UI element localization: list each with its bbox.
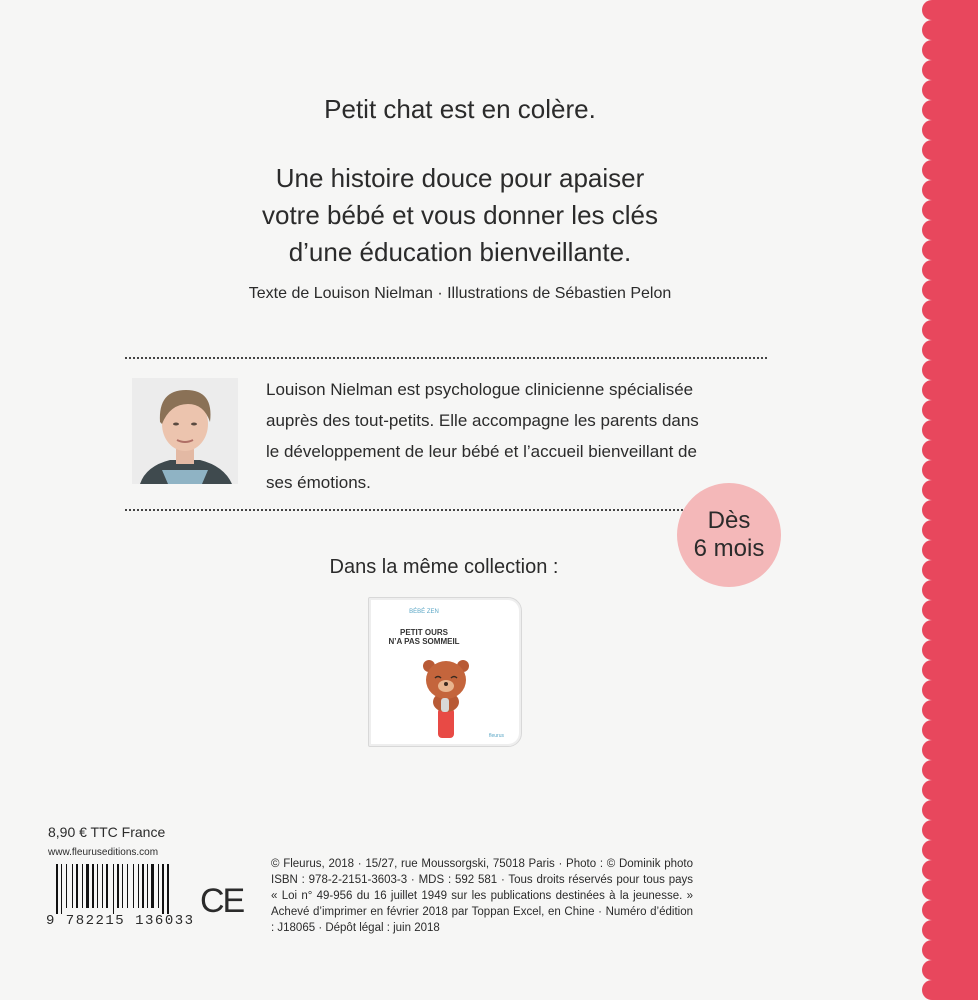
book-brand: BÉBÉ ZEN <box>409 609 439 615</box>
barcode-bar <box>138 864 139 908</box>
barcode-bar <box>122 864 123 908</box>
bio-line: Louison Nielman est psychologue clinicienne spécialisée <box>266 380 694 399</box>
book-publisher: fleurus <box>489 733 505 739</box>
barcode-bar <box>66 864 67 908</box>
blurb-line: d’une éducation bienveillante. <box>288 237 632 267</box>
barcode-bar <box>133 864 134 908</box>
credits: Texte de Louison Nielman · Illustrations de Sébastien Pelon <box>248 285 672 302</box>
age-badge-line1: Dès <box>707 507 751 534</box>
barcode-bar <box>147 864 148 908</box>
barcode-bar <box>97 864 98 908</box>
barcode-bar <box>86 864 89 908</box>
book-title-small <box>369 628 479 646</box>
barcode-bar <box>167 864 169 914</box>
barcode-bar <box>162 864 164 914</box>
barcode-digits: 9 782215 136033 <box>46 913 195 929</box>
barcode-bar <box>82 864 83 908</box>
legal-notice: © Fleurus, 2018 · 15/27, rue Moussorgski, 75018 Paris · Photo : © Dominik photo ISBN : 978-2-2151-3603-3 · MDS : 592 581 · Tous droits réservés pour tous pays « Loi n° 49-956 du 16 juillet 1949 sur les publications destinées à la jeunesse. » Achevé d’imprimer en février 2018 par Toppan Excel, en Chine · Numéro d’édition : J18065 · Dépôt légal : juin 2018 <box>271 858 693 934</box>
barcode-bar <box>142 864 144 908</box>
barcode-bar <box>106 864 108 908</box>
bear-illustration <box>421 658 471 740</box>
barcode-bar <box>61 864 62 914</box>
ce-mark: CE <box>200 882 244 920</box>
barcode-bar <box>72 864 73 908</box>
book-title-line: PETIT OURS <box>399 628 448 637</box>
barcode-bar <box>76 864 78 908</box>
book-title-line: N’A PAS SOMMEIL <box>388 637 460 646</box>
barcode-bar <box>56 864 58 914</box>
author-photo <box>132 378 238 484</box>
bio-line: auprès des tout-petits. Elle accompagne les parents dans <box>266 411 699 430</box>
bio-line: ses émotions. <box>266 473 371 492</box>
barcode-bar <box>158 864 159 908</box>
spine-fill <box>932 0 940 1000</box>
barcode-bar <box>117 864 119 908</box>
dotted-divider-top <box>125 357 767 359</box>
blurb-line: Une histoire douce pour apaiser <box>275 163 645 193</box>
website: www.fleuruseditions.com <box>48 847 159 858</box>
barcode-bar <box>92 864 94 908</box>
bio-line: le développement de leur bébé et l’accueil bienveillant de <box>266 442 697 461</box>
dotted-divider-bottom <box>125 509 767 511</box>
blurb <box>0 160 920 271</box>
related-book-cover <box>368 597 522 747</box>
author-bio <box>266 374 766 498</box>
barcode-bar <box>151 864 154 908</box>
price: 8,90 € TTC France <box>48 824 166 840</box>
barcode-bar <box>102 864 103 908</box>
barcode <box>48 864 178 914</box>
barcode-bar <box>127 864 128 908</box>
age-badge-line2: 6 mois <box>693 535 765 562</box>
red-spine <box>920 0 978 1000</box>
book-title: Petit chat est en colère. <box>324 94 596 124</box>
blurb-line: votre bébé et vous donner les clés <box>261 200 659 230</box>
barcode-bar <box>113 864 114 914</box>
scalloped-edge <box>920 0 940 1000</box>
collection-label: Dans la même collection : <box>329 556 559 578</box>
